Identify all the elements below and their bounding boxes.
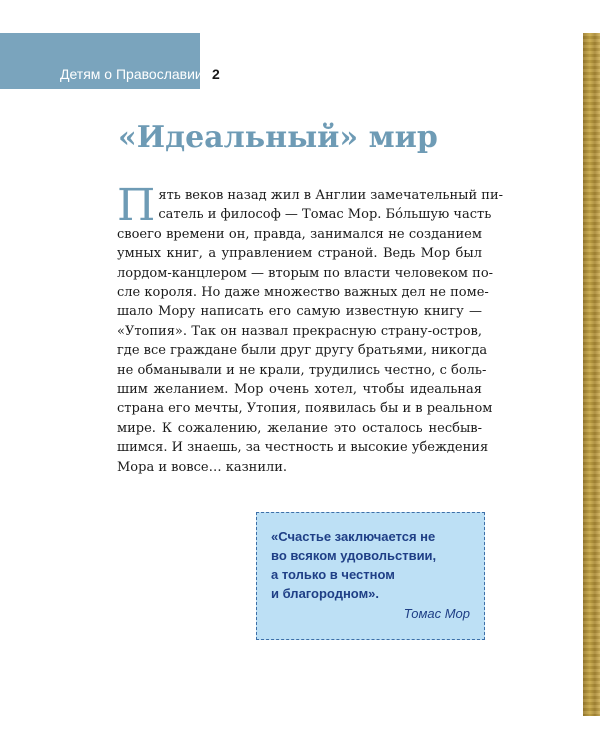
body-line: умных книг, а управлением страной. Ведь Мор был	[117, 246, 482, 262]
body-line: сатель и философ — Томас Мор. Бóльшую часть	[158, 207, 492, 223]
section-label: Детям о Православии	[60, 66, 203, 82]
body-line: сле короля. Но даже множество важных дел не поме-	[117, 285, 489, 301]
body-line: шимся. И знаешь, за честность и высокие убеждения	[117, 440, 489, 456]
page-number: 2	[212, 66, 220, 82]
quote-line: и благородном».	[271, 586, 380, 601]
body-line: ять веков назад жил в Англии замечательный пи-	[158, 188, 504, 203]
quote-author: Томас Мор	[403, 606, 470, 621]
dropcap-letter: П	[117, 180, 156, 231]
body-line: Мора и вовсе… казнили.	[117, 459, 288, 475]
quote-line: «Счастье заключается не	[271, 529, 436, 544]
quote-text	[271, 527, 476, 603]
body-line: мире. К сожалению, желание это осталось несбыв-	[117, 420, 482, 436]
body-line: шим желанием. Мор очень хотел, чтобы идеальная	[117, 382, 482, 398]
body-paragraph	[117, 180, 504, 477]
quote-line: а только в честном	[271, 567, 395, 582]
body-line: где все граждане были друг другу братьями, никогда	[117, 343, 488, 359]
body-line: «Утопия». Так он назвал прекрасную страну-остров,	[117, 323, 482, 339]
quote-line: во всяком удовольствии,	[271, 548, 437, 563]
body-line: шало Мору написать его самую известную книгу —	[117, 304, 482, 320]
body-line: не обманывали и не крали, трудились честно, с боль-	[117, 362, 487, 378]
quote-box	[256, 512, 485, 640]
body-line: своего времени он, правда, занимался не созданием	[117, 226, 482, 242]
body-line: лордом-канцлером — вторым по власти человеком по-	[117, 265, 494, 281]
gold-edge-strip	[583, 33, 600, 716]
body-line: страна его мечты, Утопия, появилась бы и в реальном	[117, 401, 493, 417]
page-title: «Идеальный» мир	[118, 120, 438, 155]
